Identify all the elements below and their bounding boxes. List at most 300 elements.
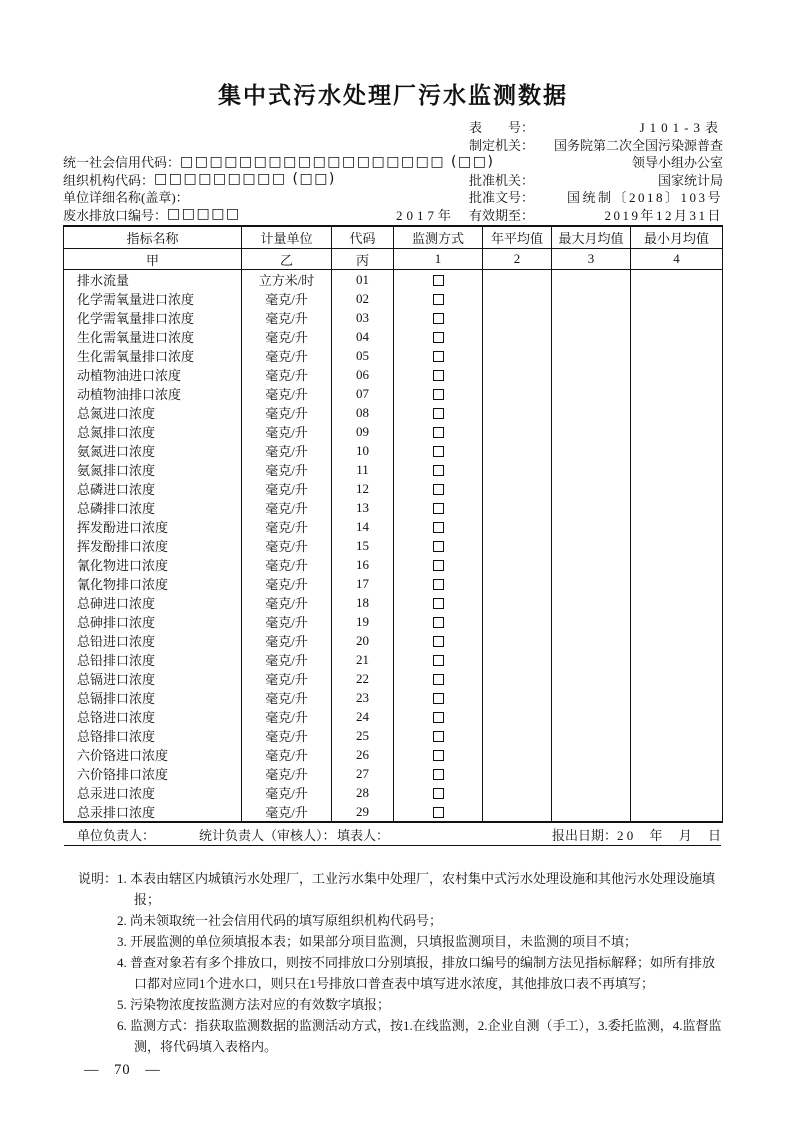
monitor-method-checkbox[interactable]	[433, 750, 444, 761]
indicator-name-cell: 化学需氧量排口浓度	[64, 308, 242, 327]
min-month-avg-cell[interactable]	[631, 745, 723, 764]
code-cell: 22	[332, 669, 394, 688]
table-row	[64, 346, 723, 365]
col-header-annual-avg: 年平均值	[483, 226, 552, 249]
valid-until-label: 有效期至：	[469, 207, 535, 223]
min-month-avg-cell[interactable]	[631, 555, 723, 574]
annual-avg-cell[interactable]	[483, 726, 552, 745]
indicator-name-cell: 生化需氧量排口浓度	[64, 346, 242, 365]
code-cell: 16	[332, 555, 394, 574]
annual-avg-cell[interactable]	[483, 517, 552, 536]
code-cell: 13	[332, 498, 394, 517]
min-month-avg-cell[interactable]	[631, 802, 723, 822]
col-header-indicator: 指标名称	[64, 226, 242, 249]
unit-cell: 毫克/升	[242, 574, 332, 593]
report-date-label: 报出日期：2 0 年 月 日	[551, 827, 721, 843]
indicator-name-cell: 总汞进口浓度	[64, 783, 242, 802]
max-month-avg-cell[interactable]	[552, 612, 631, 631]
indicator-name-cell: 生化需氧量进口浓度	[64, 327, 242, 346]
unit-cell: 毫克/升	[242, 517, 332, 536]
col-header-unit: 计量单位	[242, 226, 332, 249]
monitor-method-checkbox[interactable]	[433, 484, 444, 495]
min-month-avg-cell[interactable]	[631, 726, 723, 745]
table-row	[64, 764, 723, 783]
meta-line-form-no	[63, 118, 723, 136]
unit-cell: 毫克/升	[242, 688, 332, 707]
min-month-avg-cell[interactable]	[631, 460, 723, 479]
unit-cell: 毫克/升	[242, 441, 332, 460]
indicator-name-cell: 总氮进口浓度	[64, 403, 242, 422]
monitor-method-cell	[394, 593, 483, 612]
subheader-bing: 丙	[332, 249, 394, 270]
monitor-method-checkbox[interactable]	[433, 712, 444, 723]
monitor-method-checkbox[interactable]	[433, 655, 444, 666]
col-header-min-month: 最小月均值	[631, 226, 723, 249]
unit-cell: 毫克/升	[242, 308, 332, 327]
form-title: 集中式污水处理厂污水监测数据	[218, 83, 568, 108]
indicator-name-cell: 总砷进口浓度	[64, 593, 242, 612]
table-row	[64, 802, 723, 822]
min-month-avg-cell[interactable]	[631, 650, 723, 669]
unit-cell: 毫克/升	[242, 346, 332, 365]
min-month-avg-cell[interactable]	[631, 783, 723, 802]
annual-avg-cell[interactable]	[483, 707, 552, 726]
indicator-name-cell: 总砷排口浓度	[64, 612, 242, 631]
annual-avg-cell[interactable]	[483, 289, 552, 308]
monitor-method-cell	[394, 802, 483, 822]
code-cell: 21	[332, 650, 394, 669]
monitor-method-checkbox[interactable]	[433, 807, 444, 818]
code-cell: 27	[332, 764, 394, 783]
max-month-avg-cell[interactable]	[552, 555, 631, 574]
monitor-method-cell	[394, 498, 483, 517]
max-month-avg-cell[interactable]	[552, 327, 631, 346]
unit-cell: 毫克/升	[242, 327, 332, 346]
max-month-avg-cell[interactable]	[552, 650, 631, 669]
unit-cell: 毫克/升	[242, 536, 332, 555]
form-content	[63, 0, 723, 1057]
notes-list	[117, 868, 723, 1057]
indicator-name-cell: 总汞排口浓度	[64, 802, 242, 822]
code-cell: 09	[332, 422, 394, 441]
maker-value-line2: 领导小组办公室	[631, 155, 723, 171]
code-cell: 24	[332, 707, 394, 726]
min-month-avg-cell[interactable]	[631, 308, 723, 327]
indicator-name-cell: 挥发酚进口浓度	[64, 517, 242, 536]
annual-avg-cell[interactable]	[483, 270, 552, 290]
code-cell: 20	[332, 631, 394, 650]
monitor-method-checkbox[interactable]	[433, 427, 444, 438]
note-item-2: 2. 尚未领取统一社会信用代码的填写原组织机构代码号；	[117, 913, 443, 928]
table-row	[64, 536, 723, 555]
annual-avg-cell[interactable]	[483, 650, 552, 669]
unit-cell: 毫克/升	[242, 612, 332, 631]
indicator-name-cell: 六价铬排口浓度	[64, 764, 242, 783]
table-row	[64, 783, 723, 802]
table-row	[64, 517, 723, 536]
form-no-label: 表 号：	[469, 120, 535, 136]
code-cell: 14	[332, 517, 394, 536]
monitor-method-checkbox[interactable]	[433, 370, 444, 381]
annual-avg-cell[interactable]	[483, 308, 552, 327]
monitor-method-checkbox[interactable]	[433, 693, 444, 704]
code-cell: 04	[332, 327, 394, 346]
code-cell: 29	[332, 802, 394, 822]
min-month-avg-cell[interactable]	[631, 764, 723, 783]
approver-label: 批准机关：	[469, 172, 535, 188]
max-month-avg-cell[interactable]	[552, 403, 631, 422]
max-month-avg-cell[interactable]	[552, 289, 631, 308]
monitor-method-checkbox[interactable]	[433, 275, 444, 286]
table-row	[64, 422, 723, 441]
max-month-avg-cell[interactable]	[552, 764, 631, 783]
monitor-method-cell	[394, 745, 483, 764]
unit-cell: 毫克/升	[242, 460, 332, 479]
table-header-row	[64, 226, 723, 249]
max-month-avg-cell[interactable]	[552, 688, 631, 707]
monitoring-data-table	[63, 225, 723, 823]
indicator-name-cell: 总镉排口浓度	[64, 688, 242, 707]
doc-no-label: 批准文号：	[469, 190, 535, 206]
unit-cell: 毫克/升	[242, 289, 332, 308]
monitor-method-cell	[394, 327, 483, 346]
max-month-avg-cell[interactable]	[552, 498, 631, 517]
page-number: — 70 —	[84, 1062, 161, 1078]
indicator-name-cell: 六价铬进口浓度	[64, 745, 242, 764]
unit-cell: 毫克/升	[242, 745, 332, 764]
annual-avg-cell[interactable]	[483, 764, 552, 783]
max-month-avg-cell[interactable]	[552, 631, 631, 650]
report-year: 2017年	[395, 207, 455, 223]
maker-label: 制定机关：	[469, 137, 535, 153]
table-row	[64, 289, 723, 308]
indicator-name-cell: 总铅排口浓度	[64, 650, 242, 669]
code-cell: 11	[332, 460, 394, 479]
org-code-label: 组织机构代码：	[63, 172, 155, 188]
annual-avg-cell[interactable]	[483, 365, 552, 384]
monitor-method-cell	[394, 650, 483, 669]
code-cell: 05	[332, 346, 394, 365]
monitor-method-checkbox[interactable]	[433, 522, 444, 533]
max-month-avg-cell[interactable]	[552, 707, 631, 726]
annual-avg-cell[interactable]	[483, 536, 552, 555]
annual-avg-cell[interactable]	[483, 555, 552, 574]
approver-value: 国家统计局	[657, 172, 723, 188]
code-cell: 25	[332, 726, 394, 745]
annual-avg-cell[interactable]	[483, 498, 552, 517]
meta-line-maker	[63, 136, 723, 154]
min-month-avg-cell[interactable]	[631, 270, 723, 290]
monitor-method-checkbox[interactable]	[433, 541, 444, 552]
monitor-method-cell	[394, 384, 483, 403]
subheader-3: 3	[552, 249, 631, 270]
outlet-label: 废水排放口编号：	[63, 207, 168, 223]
code-cell: 07	[332, 384, 394, 403]
monitor-method-cell	[394, 612, 483, 631]
stats-head-label: 统计负责人（审核人）：	[199, 827, 336, 843]
code-cell: 28	[332, 783, 394, 802]
max-month-avg-cell[interactable]	[552, 441, 631, 460]
monitor-method-checkbox[interactable]	[433, 313, 444, 324]
monitor-method-checkbox[interactable]	[433, 579, 444, 590]
unit-cell: 毫克/升	[242, 650, 332, 669]
code-cell: 06	[332, 365, 394, 384]
table-row	[64, 688, 723, 707]
table-row	[64, 745, 723, 764]
max-month-avg-cell[interactable]	[552, 593, 631, 612]
monitor-method-cell	[394, 308, 483, 327]
notes-label: 说明：	[78, 871, 118, 886]
min-month-avg-cell[interactable]	[631, 574, 723, 593]
max-month-avg-cell[interactable]	[552, 726, 631, 745]
unit-cell: 毫克/升	[242, 669, 332, 688]
form-filler-label: 填表人：	[337, 827, 390, 843]
unit-cell: 毫克/升	[242, 479, 332, 498]
annual-avg-cell[interactable]	[483, 327, 552, 346]
annual-avg-cell[interactable]	[483, 422, 552, 441]
annual-avg-cell[interactable]	[483, 346, 552, 365]
annual-avg-cell[interactable]	[483, 612, 552, 631]
meta-line-outlet	[63, 206, 723, 224]
unit-cell: 毫克/升	[242, 365, 332, 384]
min-month-avg-cell[interactable]	[631, 669, 723, 688]
min-month-avg-cell[interactable]	[631, 346, 723, 365]
min-month-avg-cell[interactable]	[631, 631, 723, 650]
monitor-method-cell	[394, 517, 483, 536]
indicator-name-cell: 氰化物进口浓度	[64, 555, 242, 574]
monitor-method-cell	[394, 574, 483, 593]
indicator-tbody	[64, 270, 723, 823]
annual-avg-cell[interactable]	[483, 441, 552, 460]
indicator-name-cell: 总磷进口浓度	[64, 479, 242, 498]
note-item-4: 4. 普查对象若有多个排放口，则按不同排放口分别填报，排放口编号的编制方法见指标解释；如所有排放口都对应同1个进水口，则只在1号排放口普查表中填写进水浓度，其他排放口表不再填写；	[117, 955, 716, 991]
unit-cell: 毫克/升	[242, 726, 332, 745]
unit-cell: 毫克/升	[242, 631, 332, 650]
code-cell: 01	[332, 270, 394, 290]
monitor-method-checkbox[interactable]	[433, 332, 444, 343]
monitor-method-cell	[394, 403, 483, 422]
unit-cell: 立方米/时	[242, 270, 332, 290]
monitor-method-cell	[394, 764, 483, 783]
table-row	[64, 384, 723, 403]
max-month-avg-cell[interactable]	[552, 574, 631, 593]
table-row	[64, 498, 723, 517]
unit-cell: 毫克/升	[242, 707, 332, 726]
min-month-avg-cell[interactable]	[631, 688, 723, 707]
table-row	[64, 593, 723, 612]
annual-avg-cell[interactable]	[483, 460, 552, 479]
code-cell: 17	[332, 574, 394, 593]
indicator-name-cell: 排水流量	[64, 270, 242, 290]
min-month-avg-cell[interactable]	[631, 327, 723, 346]
note-item-3: 3. 开展监测的单位须填报本表；如果部分项目监测，只填报监测项目，未监测的项目不填；	[117, 934, 638, 949]
monitor-method-checkbox[interactable]	[433, 351, 444, 362]
table-row	[64, 308, 723, 327]
monitor-method-checkbox[interactable]	[433, 465, 444, 476]
table-row	[64, 707, 723, 726]
annual-avg-cell[interactable]	[483, 574, 552, 593]
notes-section	[63, 868, 723, 1057]
table-row	[64, 669, 723, 688]
max-month-avg-cell[interactable]	[552, 346, 631, 365]
table-row	[64, 650, 723, 669]
monitor-method-cell	[394, 422, 483, 441]
org-code-boxes[interactable]: □□□□□□□□□ (□□)	[154, 171, 336, 188]
monitor-method-checkbox[interactable]	[433, 788, 444, 799]
col-header-code: 代码	[332, 226, 394, 249]
monitor-method-checkbox[interactable]	[433, 636, 444, 647]
annual-avg-cell[interactable]	[483, 479, 552, 498]
max-month-avg-cell[interactable]	[552, 365, 631, 384]
table-subheader-row	[64, 249, 723, 270]
code-cell: 10	[332, 441, 394, 460]
max-month-avg-cell[interactable]	[552, 802, 631, 822]
min-month-avg-cell[interactable]	[631, 384, 723, 403]
monitor-method-cell	[394, 479, 483, 498]
meta-line-unit-name	[63, 188, 723, 206]
meta-line-credit-code	[63, 153, 723, 171]
table-row	[64, 612, 723, 631]
code-cell: 15	[332, 536, 394, 555]
monitor-method-cell	[394, 631, 483, 650]
unit-cell: 毫克/升	[242, 802, 332, 822]
table-row	[64, 441, 723, 460]
monitor-method-checkbox[interactable]	[433, 617, 444, 628]
indicator-name-cell: 动植物油排口浓度	[64, 384, 242, 403]
max-month-avg-cell[interactable]	[552, 517, 631, 536]
indicator-name-cell: 挥发酚排口浓度	[64, 536, 242, 555]
unit-cell: 毫克/升	[242, 764, 332, 783]
min-month-avg-cell[interactable]	[631, 536, 723, 555]
min-month-avg-cell[interactable]	[631, 365, 723, 384]
max-month-avg-cell[interactable]	[552, 783, 631, 802]
col-header-monitor-method: 监测方式	[394, 226, 483, 249]
max-month-avg-cell[interactable]	[552, 479, 631, 498]
subheader-4: 4	[631, 249, 723, 270]
indicator-name-cell: 总铬进口浓度	[64, 707, 242, 726]
subheader-yi: 乙	[242, 249, 332, 270]
annual-avg-cell[interactable]	[483, 783, 552, 802]
unit-cell: 毫克/升	[242, 384, 332, 403]
monitor-method-cell	[394, 726, 483, 745]
unit-cell: 毫克/升	[242, 498, 332, 517]
indicator-name-cell: 化学需氧量进口浓度	[64, 289, 242, 308]
annual-avg-cell[interactable]	[483, 384, 552, 403]
monitor-method-checkbox[interactable]	[433, 446, 444, 457]
table-row	[64, 726, 723, 745]
max-month-avg-cell[interactable]	[552, 422, 631, 441]
indicator-name-cell: 氰化物排口浓度	[64, 574, 242, 593]
subheader-jia: 甲	[64, 249, 242, 270]
min-month-avg-cell[interactable]	[631, 403, 723, 422]
table-row	[64, 574, 723, 593]
max-month-avg-cell[interactable]	[552, 669, 631, 688]
col-header-max-month: 最大月均值	[552, 226, 631, 249]
credit-code-boxes[interactable]: □□□□□□□□□□□□□□□□□□ (□□)	[180, 153, 495, 170]
form-meta	[63, 118, 723, 223]
annual-avg-cell[interactable]	[483, 802, 552, 822]
note-item-5: 5. 污染物浓度按监测方法对应的有效数字填报；	[117, 997, 391, 1012]
max-month-avg-cell[interactable]	[552, 745, 631, 764]
min-month-avg-cell[interactable]	[631, 479, 723, 498]
annual-avg-cell[interactable]	[483, 631, 552, 650]
monitor-method-checkbox[interactable]	[433, 408, 444, 419]
table-row	[64, 555, 723, 574]
monitor-method-cell	[394, 536, 483, 555]
max-month-avg-cell[interactable]	[552, 308, 631, 327]
unit-cell: 毫克/升	[242, 555, 332, 574]
indicator-name-cell: 总铅进口浓度	[64, 631, 242, 650]
monitor-method-cell	[394, 783, 483, 802]
table-row	[64, 631, 723, 650]
monitor-method-cell	[394, 270, 483, 290]
unit-head-label: 单位负责人：	[77, 827, 156, 843]
monitor-method-checkbox[interactable]	[433, 769, 444, 780]
monitor-method-checkbox[interactable]	[433, 731, 444, 742]
monitor-method-checkbox[interactable]	[433, 560, 444, 571]
min-month-avg-cell[interactable]	[631, 289, 723, 308]
annual-avg-cell[interactable]	[483, 688, 552, 707]
valid-until-value: 2019年12月31日	[604, 207, 723, 223]
code-cell: 02	[332, 289, 394, 308]
monitor-method-cell	[394, 669, 483, 688]
code-cell: 08	[332, 403, 394, 422]
meta-line-org-code	[63, 171, 723, 189]
table-row	[64, 403, 723, 422]
annual-avg-cell[interactable]	[483, 593, 552, 612]
annual-avg-cell[interactable]	[483, 669, 552, 688]
monitor-method-checkbox[interactable]	[433, 389, 444, 400]
code-cell: 26	[332, 745, 394, 764]
subheader-1: 1	[394, 249, 483, 270]
max-month-avg-cell[interactable]	[552, 270, 631, 290]
max-month-avg-cell[interactable]	[552, 384, 631, 403]
min-month-avg-cell[interactable]	[631, 593, 723, 612]
indicator-name-cell: 氨氮排口浓度	[64, 460, 242, 479]
monitor-method-cell	[394, 441, 483, 460]
min-month-avg-cell[interactable]	[631, 612, 723, 631]
table-row	[64, 365, 723, 384]
annual-avg-cell[interactable]	[483, 745, 552, 764]
monitor-method-checkbox[interactable]	[433, 294, 444, 305]
monitor-method-cell	[394, 688, 483, 707]
monitor-method-checkbox[interactable]	[433, 503, 444, 514]
unit-cell: 毫克/升	[242, 422, 332, 441]
min-month-avg-cell[interactable]	[631, 707, 723, 726]
max-month-avg-cell[interactable]	[552, 536, 631, 555]
indicator-name-cell: 总镉进口浓度	[64, 669, 242, 688]
monitor-method-cell	[394, 460, 483, 479]
min-month-avg-cell[interactable]	[631, 422, 723, 441]
monitor-method-cell	[394, 555, 483, 574]
unit-cell: 毫克/升	[242, 403, 332, 422]
unit-name-label: 单位详细名称(盖章)：	[63, 190, 189, 206]
min-month-avg-cell[interactable]	[631, 441, 723, 460]
max-month-avg-cell[interactable]	[552, 460, 631, 479]
table-row	[64, 460, 723, 479]
min-month-avg-cell[interactable]	[631, 517, 723, 536]
monitor-method-checkbox[interactable]	[433, 674, 444, 685]
maker-value-line1: 国务院第二次全国污染源普查	[553, 137, 723, 153]
monitor-method-checkbox[interactable]	[433, 598, 444, 609]
outlet-boxes[interactable]: □□□□□	[167, 206, 241, 223]
min-month-avg-cell[interactable]	[631, 498, 723, 517]
annual-avg-cell[interactable]	[483, 403, 552, 422]
subheader-2: 2	[483, 249, 552, 270]
indicator-name-cell: 氨氮进口浓度	[64, 441, 242, 460]
monitor-method-cell	[394, 707, 483, 726]
monitor-method-cell	[394, 289, 483, 308]
